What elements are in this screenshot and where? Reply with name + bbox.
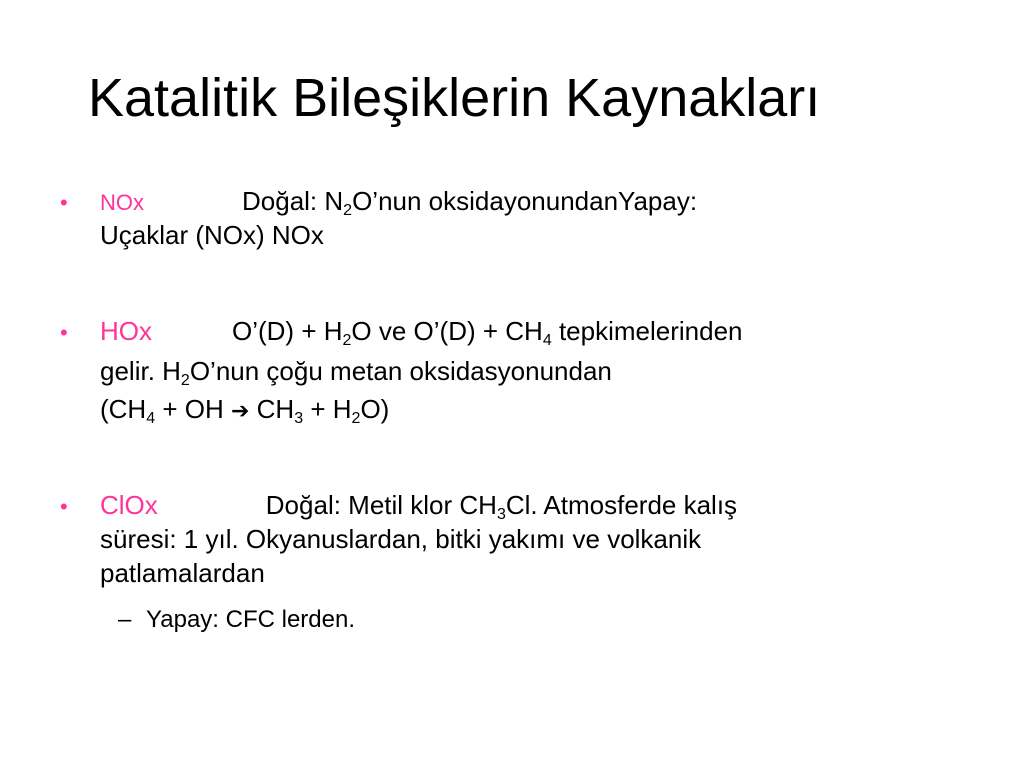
text-segment: CH [249, 394, 295, 424]
bullet-dot: • [60, 190, 68, 215]
sub-bullet-dash: – [118, 606, 132, 633]
bullet-line [100, 316, 940, 356]
text-segment: O’nun oksidayonundanYapay: [352, 186, 698, 216]
subscript: 2 [342, 332, 352, 349]
text-segment: O’(D) + H [232, 316, 343, 346]
bullet-line [100, 558, 940, 592]
text-segment: + OH [155, 394, 231, 424]
bullet-text [100, 186, 940, 254]
text-segment: patlamalardan [100, 558, 265, 588]
subscript: 2 [343, 202, 353, 219]
text-segment: (CH [100, 394, 147, 424]
slide-title: Katalitik Bileşiklerin Kaynakları [88, 68, 821, 128]
sub-bullet-text: Yapay: CFC lerden. [146, 606, 356, 633]
text-segment: Doğal: Metil klor CH [265, 490, 497, 520]
text-segment: gelir. H [100, 356, 181, 386]
bullet-line [100, 524, 940, 558]
bullet-text [100, 490, 940, 592]
text-segment: O) [360, 394, 390, 424]
subscript: 2 [351, 410, 361, 427]
text-segment: Doğal: N [242, 186, 344, 216]
bullet-text [100, 316, 940, 428]
subscript: 3 [496, 506, 506, 523]
subscript: 4 [146, 410, 156, 427]
text-segment: süresi: 1 yıl. Okyanuslardan, bitki yakımı ve volkanik [100, 524, 702, 554]
bullet-dot: • [60, 494, 68, 519]
bullet-line [100, 490, 940, 524]
bullet-dot: • [60, 320, 68, 345]
subscript: 4 [542, 332, 552, 349]
subscript: 2 [180, 372, 190, 389]
sub-bullet-yapay [118, 606, 355, 634]
text-segment: tepkimelerinden [551, 316, 743, 346]
text-segment: O’nun çoğu metan oksidasyonundan [189, 356, 612, 386]
bullet-line [100, 356, 940, 394]
text-segment: Cl. Atmosferde kalış [505, 490, 738, 520]
bullet-line [100, 394, 940, 428]
subscript: 3 [294, 410, 304, 427]
text-segment: Uçaklar (NOx) NOx [100, 220, 324, 250]
term-hox: HOx [100, 316, 152, 346]
bullet-line [100, 220, 940, 254]
term-clox: ClOx [100, 490, 158, 520]
text-segment: O ve O’(D) + CH [351, 316, 543, 346]
term-nox: NOx [100, 190, 144, 215]
bullet-line [100, 186, 940, 220]
text-segment: + H [303, 394, 352, 424]
arrow-right-icon: ➔ [230, 398, 250, 423]
